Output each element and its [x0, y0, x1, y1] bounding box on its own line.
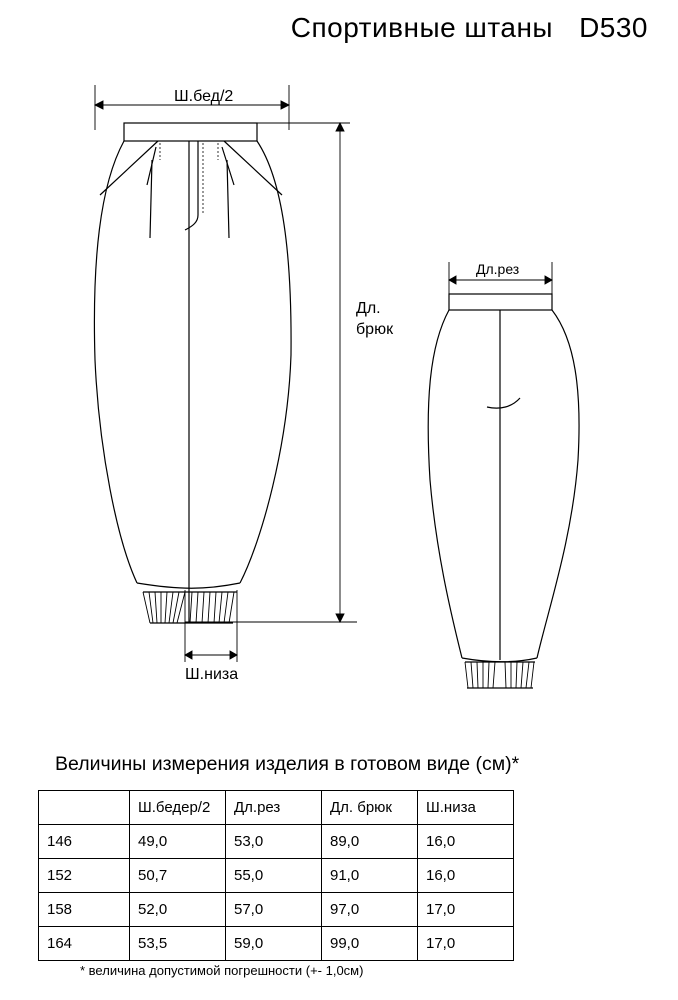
back-pants-sketch — [428, 294, 579, 688]
table-cell: 57,0 — [226, 893, 322, 927]
table-cell: 158 — [39, 893, 130, 927]
back-cuff-gathers — [465, 662, 534, 688]
header-cell-waistband: Дл.рез — [226, 791, 322, 825]
table-row — [39, 825, 514, 859]
table-cell: 55,0 — [226, 859, 322, 893]
table-cell: 17,0 — [418, 927, 514, 961]
table-cell: 146 — [39, 825, 130, 859]
table-cell: 99,0 — [322, 927, 418, 961]
header-cell-size — [39, 791, 130, 825]
table-header-row — [39, 791, 514, 825]
table-cell: 53,0 — [226, 825, 322, 859]
model-code: D530 — [579, 12, 648, 43]
size-table — [38, 790, 514, 961]
table-cell: 152 — [39, 859, 130, 893]
table-cell: 16,0 — [418, 825, 514, 859]
table-row — [39, 893, 514, 927]
hem-width-label: Ш.низа — [185, 666, 239, 683]
front-pants-sketch — [94, 123, 291, 623]
table-cell: 17,0 — [418, 893, 514, 927]
table-cell: 164 — [39, 927, 130, 961]
table-cell: 50,7 — [130, 859, 226, 893]
table-cell: 89,0 — [322, 825, 418, 859]
length-label: Дл. брюк — [356, 300, 394, 338]
front-waistband — [124, 123, 257, 141]
header-cell-length: Дл. брюк — [322, 791, 418, 825]
table-title: Величины измерения изделия в готовом виде (см)* — [55, 753, 520, 775]
table-cell: 53,5 — [130, 927, 226, 961]
product-name: Спортивные штаны — [290, 12, 554, 43]
hip-width-label: Ш.бед/2 — [174, 88, 234, 105]
table-cell: 97,0 — [322, 893, 418, 927]
table-row — [39, 927, 514, 961]
header-cell-hip: Ш.бедер/2 — [130, 791, 226, 825]
back-waistband — [449, 294, 552, 310]
tolerance-note: * величина допустимой погрешности (+- 1,0см) — [80, 963, 364, 978]
header-cell-hem: Ш.низа — [418, 791, 514, 825]
table-row — [39, 859, 514, 893]
waistband-length-label: Дл.рез — [476, 261, 520, 277]
table-cell: 91,0 — [322, 859, 418, 893]
table-cell: 16,0 — [418, 859, 514, 893]
table-cell: 52,0 — [130, 893, 226, 927]
table-cell: 59,0 — [226, 927, 322, 961]
table-cell: 49,0 — [130, 825, 226, 859]
